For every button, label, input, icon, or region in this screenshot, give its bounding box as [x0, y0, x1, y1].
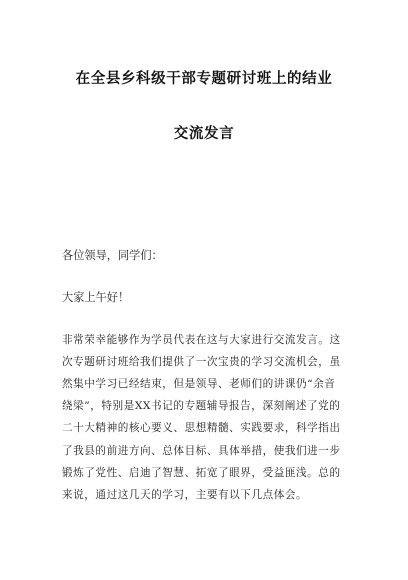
salutation: 各位领导，同学们：	[62, 249, 163, 262]
body-line: 次专题研讨班给我们提供了一次宝贵的学习交流机会，虽	[62, 356, 341, 368]
document-title-line-2: 交流发言	[173, 126, 235, 142]
body-line: 绕梁”，特别是XX书记的专题辅导报告，深刻阐述了党的	[62, 400, 341, 412]
body-line: 来说，通过这几天的学习，主要有以下几点体会。	[62, 489, 308, 501]
body-line: 然集中学习已经结束，但是领导、老师们的讲课仍“余音	[62, 378, 336, 390]
body-line: 锻炼了党性、启迪了智慧、拓宽了眼界，受益匪浅。总的	[62, 467, 341, 479]
body-line: 非常荣幸能够作为学员代表在这与大家进行交流发言。这	[62, 334, 341, 346]
body-line: 了我县的前进方向、总体目标、具体举措，使我们进一步	[62, 445, 341, 457]
body-line: 二十大精神的核心要义、思想精髓、实践要求，科学指出	[62, 422, 341, 434]
greeting: 大家上午好！	[62, 291, 130, 304]
document-title-line-1: 在全县乡科级干部专题研讨班上的结业	[75, 71, 333, 87]
